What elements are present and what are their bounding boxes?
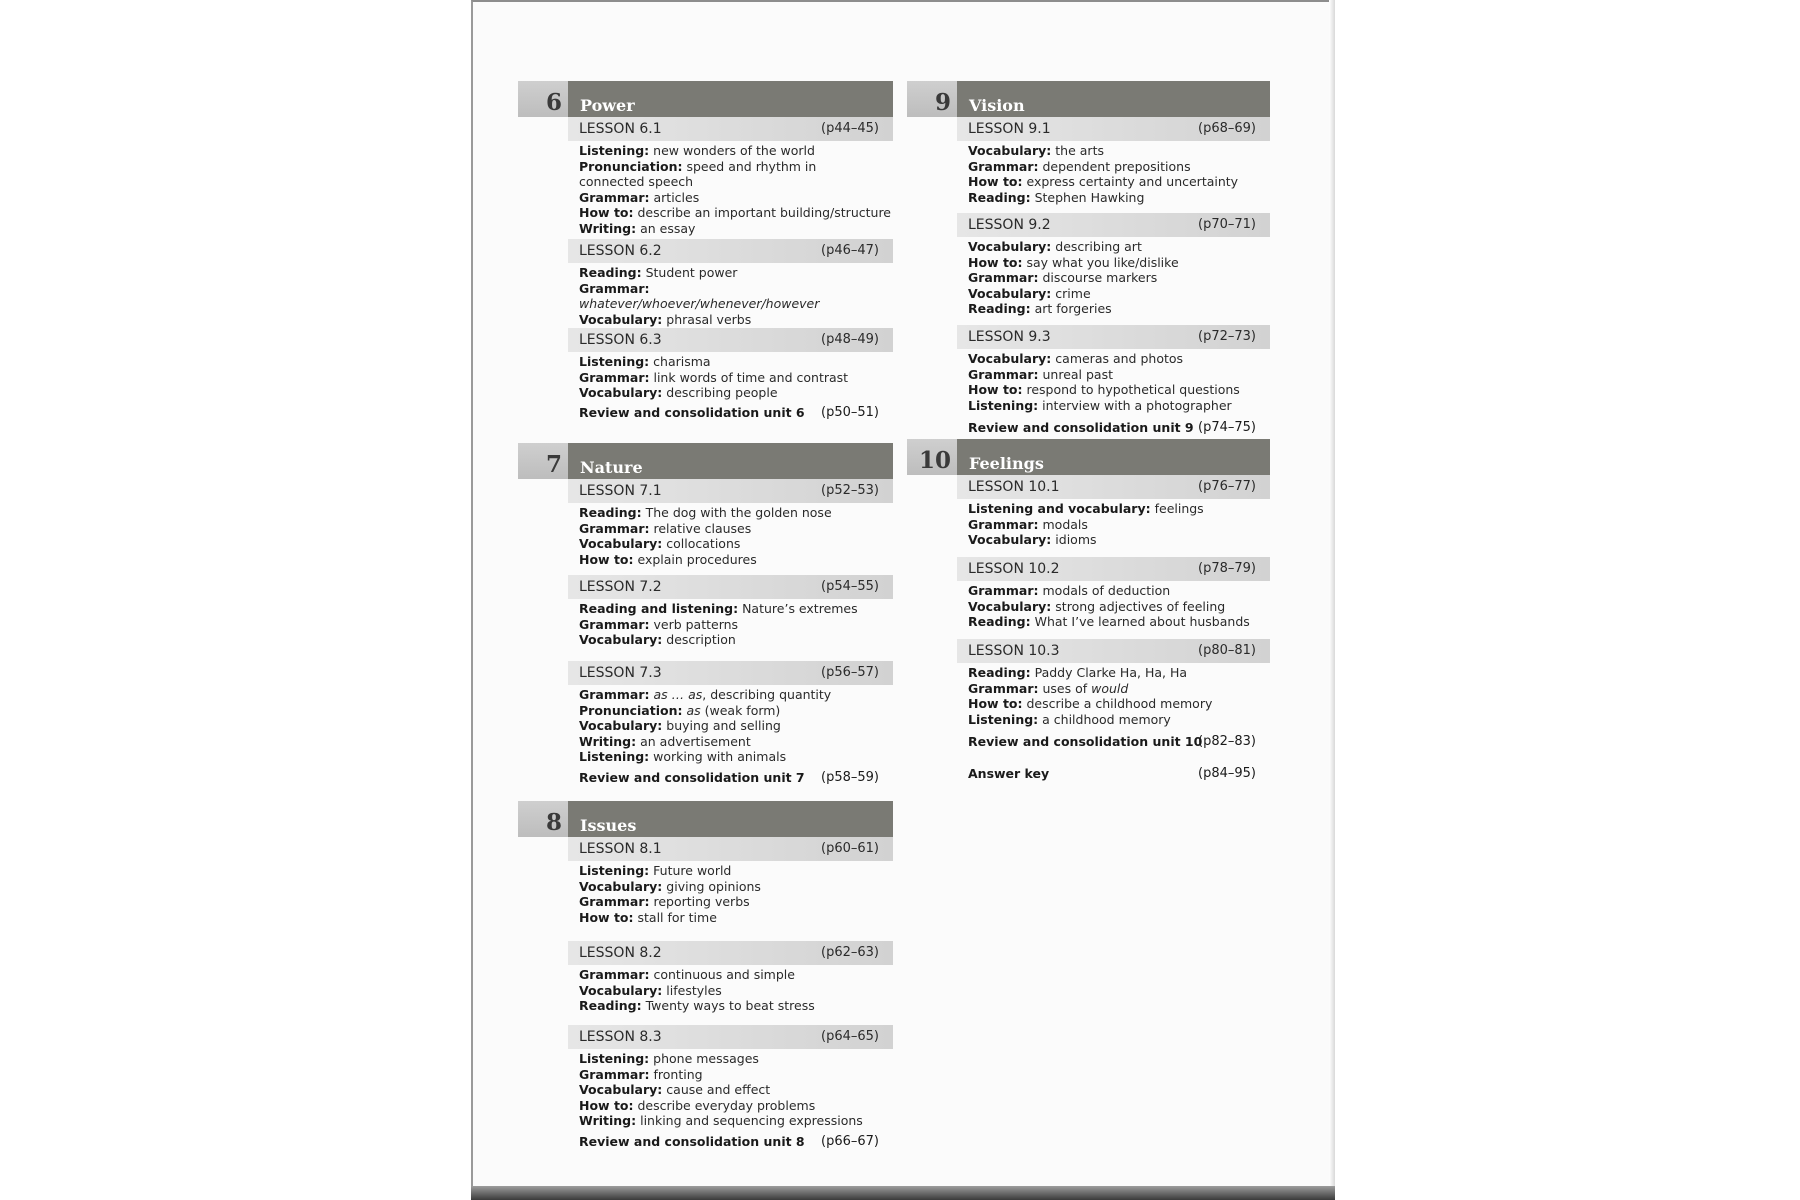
lesson-items — [968, 141, 1270, 213]
unit-7 — [518, 443, 893, 787]
lesson-item: Vocabulary: description — [579, 632, 736, 648]
lesson-header — [568, 837, 893, 861]
review-link[interactable]: Review and consolidation unit 10 (p82–83) — [968, 734, 1256, 749]
lesson-pages: (p64–65) — [821, 1029, 879, 1044]
lesson-item: Pronunciation: speed and rhythm in connected speech — [579, 158, 817, 190]
lesson-header — [568, 117, 893, 141]
lesson-pages: (p44–45) — [821, 121, 879, 136]
lesson-item: Vocabulary: describing art — [968, 239, 1142, 254]
lesson-item: Reading: Student power — [579, 265, 738, 280]
lesson-items — [968, 499, 1270, 557]
lesson-item: Vocabulary: the arts — [968, 143, 1104, 158]
lesson-item: Vocabulary: cause and effect — [579, 1082, 771, 1098]
lesson-item: Listening: Future world — [579, 863, 732, 878]
lesson-label: LESSON 8.2 — [579, 945, 662, 961]
lesson-item: Vocabulary: lifestyles — [579, 982, 722, 998]
lesson-item: Writing: linking and sequencing expressions — [579, 1113, 863, 1129]
lesson-item: Vocabulary: buying and selling — [579, 718, 781, 734]
lesson-item: Grammar: link words of time and contrast — [579, 369, 849, 385]
lesson-item: Reading: Twenty ways to beat stress — [579, 998, 815, 1014]
lesson-item: Writing: an advertisement — [579, 733, 751, 749]
lesson-items — [579, 965, 893, 1025]
lesson-header — [957, 325, 1270, 349]
lesson-items — [968, 663, 1270, 733]
lesson-item: Grammar: fronting — [579, 1066, 703, 1082]
lesson-items — [579, 263, 893, 328]
unit-header — [518, 81, 893, 117]
lesson-item: Vocabulary: crime — [968, 285, 1091, 301]
lesson-items — [968, 237, 1270, 325]
unit-header — [907, 81, 1270, 117]
lesson-label: LESSON 9.2 — [968, 217, 1051, 233]
unit-number: 9 — [907, 81, 957, 117]
lesson-header — [568, 941, 893, 965]
lesson-header — [568, 575, 893, 599]
lesson-label: LESSON 9.1 — [968, 121, 1051, 137]
lesson-items — [579, 685, 893, 769]
lesson-item: Listening: new wonders of the world — [579, 143, 815, 158]
lesson-item: Vocabulary: describing people — [579, 385, 778, 401]
lesson-pages: (p70–71) — [1198, 217, 1256, 232]
lesson-items — [579, 599, 893, 661]
lesson-item: Vocabulary: strong adjectives of feeling — [968, 598, 1226, 614]
lesson-label: LESSON 7.3 — [579, 665, 662, 681]
lesson-item: Listening: interview with a photographer — [968, 397, 1232, 413]
lesson-pages: (p72–73) — [1198, 329, 1256, 344]
lesson-items — [579, 1049, 893, 1133]
unit-10 — [907, 439, 1270, 783]
page-edge-shadow — [1329, 0, 1335, 1200]
page-bottom-shadow — [471, 1186, 1335, 1200]
lesson-item: How to: stall for time — [579, 909, 717, 925]
answer-key-pages: (p84–95) — [1198, 766, 1256, 781]
lesson-item: How to: describe everyday problems — [579, 1097, 816, 1113]
lesson-item: Listening: working with animals — [579, 749, 787, 765]
lesson-items — [579, 141, 893, 239]
lesson-label: LESSON 7.1 — [579, 483, 662, 499]
lesson-pages: (p68–69) — [1198, 121, 1256, 136]
lesson-items — [968, 581, 1270, 639]
lesson-pages: (p48–49) — [821, 332, 879, 347]
lesson-label: LESSON 6.1 — [579, 121, 662, 137]
lesson-item: Reading and listening: Nature’s extremes — [579, 601, 858, 616]
lesson-item: Grammar: modals — [968, 516, 1088, 532]
lesson-item: How to: explain procedures — [579, 551, 757, 567]
unit-header — [907, 439, 1270, 475]
lesson-item: Grammar: verb patterns — [579, 616, 739, 632]
right-column — [907, 81, 1270, 801]
lesson-item: Reading: art forgeries — [968, 301, 1112, 317]
lesson-pages: (p54–55) — [821, 579, 879, 594]
lesson-item: Reading: What I’ve learned about husbands — [968, 614, 1250, 630]
lesson-items — [579, 861, 893, 941]
review-link[interactable]: Review and consolidation unit 8 (p66–67) — [579, 1134, 879, 1149]
left-column — [518, 81, 893, 1151]
review-pages: (p50–51) — [821, 405, 879, 420]
review-pages: (p66–67) — [821, 1134, 879, 1149]
lesson-item: How to: express certainty and uncertainty — [968, 174, 1239, 190]
lesson-item: Writing: an essay — [579, 220, 696, 236]
lesson-item: Reading: Stephen Hawking — [968, 189, 1145, 205]
lesson-label: LESSON 8.1 — [579, 841, 662, 857]
unit-title: Issues — [568, 801, 893, 837]
lesson-item: Grammar: articles — [579, 189, 700, 205]
lesson-item: Listening and vocabulary: feelings — [968, 501, 1204, 516]
lesson-item: How to: describe an important building/structure — [579, 205, 891, 221]
lesson-header — [957, 475, 1270, 499]
lesson-label: LESSON 6.2 — [579, 243, 662, 259]
lesson-header — [568, 239, 893, 263]
lesson-header — [568, 1025, 893, 1049]
lesson-item: Grammar: relative clauses — [579, 520, 752, 536]
lesson-header — [568, 661, 893, 685]
lesson-item: Grammar: uses of would — [968, 680, 1129, 696]
lesson-item: Vocabulary: cameras and photos — [968, 351, 1184, 366]
review-link[interactable]: Review and consolidation unit 7 (p58–59) — [579, 770, 879, 785]
lesson-pages: (p78–79) — [1198, 561, 1256, 576]
review-link[interactable]: Review and consolidation unit 9 (p74–75) — [968, 420, 1256, 435]
lesson-item: Reading: The dog with the golden nose — [579, 505, 832, 520]
lesson-items — [968, 349, 1270, 419]
lesson-item: Listening: charisma — [579, 354, 711, 369]
lesson-item: Grammar: reporting verbs — [579, 894, 750, 910]
lesson-item: Grammar: dependent prepositions — [968, 158, 1191, 174]
lesson-header — [957, 557, 1270, 581]
lesson-label: LESSON 9.3 — [968, 329, 1051, 345]
unit-header — [518, 443, 893, 479]
lesson-label: LESSON 10.3 — [968, 643, 1060, 659]
lesson-pages: (p56–57) — [821, 665, 879, 680]
lesson-item: Reading: Paddy Clarke Ha, Ha, Ha — [968, 665, 1188, 680]
unit-9 — [907, 81, 1270, 437]
lesson-label: LESSON 6.3 — [579, 332, 662, 348]
unit-number: 10 — [907, 439, 957, 475]
lesson-item: How to: describe a childhood memory — [968, 696, 1213, 712]
lesson-items — [579, 352, 893, 404]
lesson-item: Grammar: whatever/whoever/whenever/however — [579, 280, 820, 312]
lesson-item: Grammar: unreal past — [968, 366, 1114, 382]
lesson-item: Grammar: as … as, describing quantity — [579, 687, 832, 702]
lesson-label: LESSON 7.2 — [579, 579, 662, 595]
lesson-item: Vocabulary: phrasal verbs — [579, 311, 752, 327]
unit-title: Nature — [568, 443, 893, 479]
unit-title: Vision — [957, 81, 1270, 117]
review-link[interactable]: Review and consolidation unit 6 (p50–51) — [579, 405, 879, 420]
review-pages: (p74–75) — [1198, 420, 1256, 435]
review-pages: (p82–83) — [1198, 734, 1256, 749]
lesson-pages: (p46–47) — [821, 243, 879, 258]
lesson-item: Grammar: modals of deduction — [968, 583, 1171, 598]
lesson-item: How to: respond to hypothetical questions — [968, 382, 1240, 398]
unit-number: 8 — [518, 801, 568, 837]
lesson-pages: (p60–61) — [821, 841, 879, 856]
lesson-item: Vocabulary: collocations — [579, 536, 741, 552]
lesson-items — [579, 503, 893, 575]
lesson-label: LESSON 8.3 — [579, 1029, 662, 1045]
lesson-label: LESSON 10.2 — [968, 561, 1060, 577]
review-pages: (p58–59) — [821, 770, 879, 785]
lesson-pages: (p76–77) — [1198, 479, 1256, 494]
lesson-item: Listening: phone messages — [579, 1051, 759, 1066]
lesson-pages: (p52–53) — [821, 483, 879, 498]
unit-header — [518, 801, 893, 837]
unit-title: Feelings — [957, 439, 1270, 475]
lesson-header — [957, 213, 1270, 237]
unit-6 — [518, 81, 893, 422]
lesson-header — [568, 328, 893, 352]
lesson-item: Pronunciation: as (weak form) — [579, 702, 781, 718]
lesson-item: Grammar: discourse markers — [968, 270, 1158, 286]
answer-key-link[interactable]: Answer key (p84–95) — [968, 766, 1256, 781]
unit-title: Power — [568, 81, 893, 117]
lesson-item: Listening: a childhood memory — [968, 711, 1171, 727]
unit-8 — [518, 801, 893, 1151]
lesson-pages: (p62–63) — [821, 945, 879, 960]
lesson-pages: (p80–81) — [1198, 643, 1256, 658]
unit-number: 6 — [518, 81, 568, 117]
lesson-item: Vocabulary: giving opinions — [579, 878, 761, 894]
unit-number: 7 — [518, 443, 568, 479]
lesson-header — [957, 639, 1270, 663]
lesson-item: How to: say what you like/dislike — [968, 254, 1179, 270]
lesson-item: Grammar: continuous and simple — [579, 967, 795, 982]
lesson-header — [568, 479, 893, 503]
lesson-item: Vocabulary: idioms — [968, 532, 1097, 548]
lesson-header — [957, 117, 1270, 141]
lesson-label: LESSON 10.1 — [968, 479, 1060, 495]
